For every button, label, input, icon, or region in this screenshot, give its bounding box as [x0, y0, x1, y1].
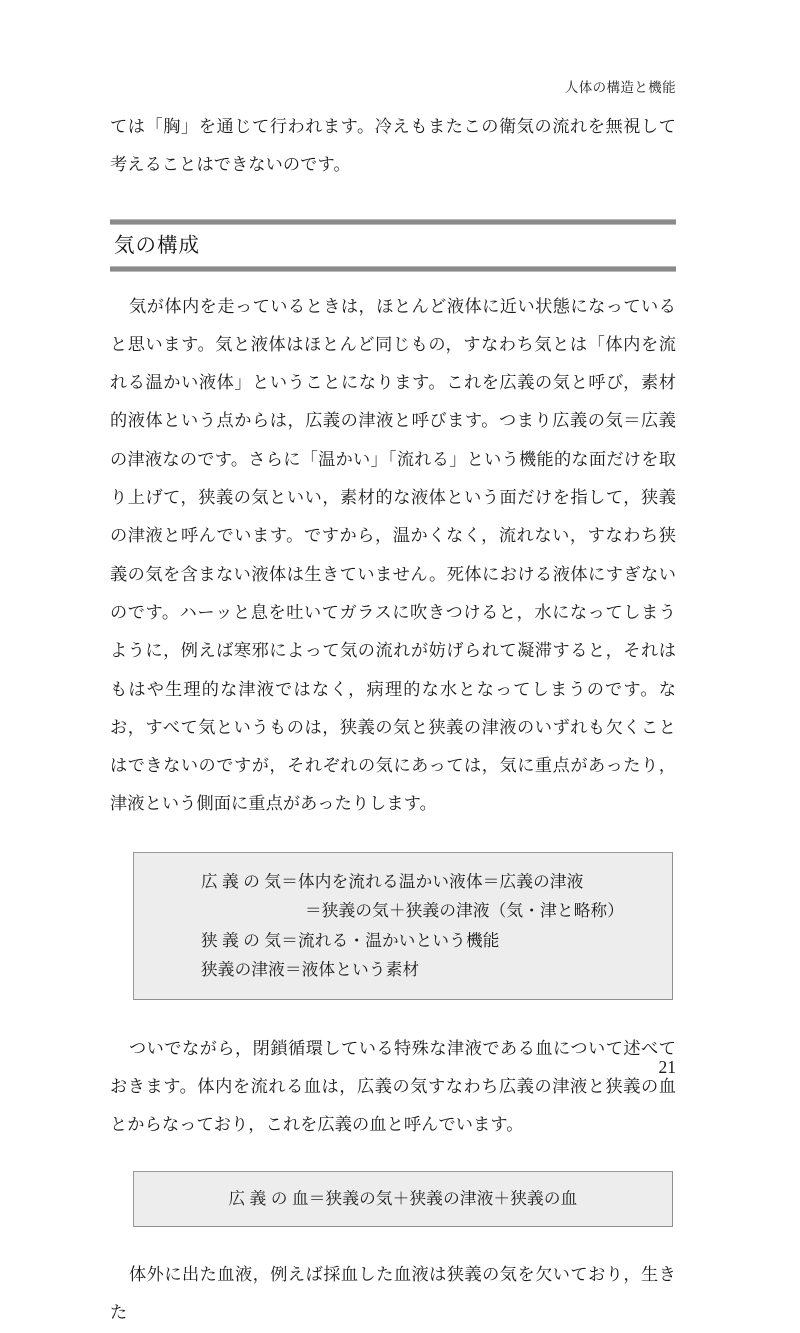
definition-box-1-line-4: 狭義の津液＝液体という素材 [201, 960, 420, 980]
definition-box-1-line-1: 広 義 の 気＝体内を流れる温かい液体＝広義の津液 [201, 871, 584, 891]
spacer-after-box-2 [110, 1227, 676, 1256]
spacer-after-box-1 [110, 1000, 676, 1030]
definition-box-1-line-3: 狭 義 の 気＝流れる・温かいという機能 [201, 930, 500, 950]
paragraph-blood: ついでながら，閉鎖循環している特殊な津液である血について述べておきます。体内を流れる血は，広義の気すなわち広義の津液と狭義の血とからなっており，これを広義の血と呼んでいます。 [110, 1038, 676, 1135]
spacer-after-heading [110, 272, 676, 288]
definition-box-1-line-2: ＝狭義の気＋狭義の津液（気・津と略称） [305, 901, 625, 921]
paragraph-last: 体外に出た血液，例えば採血した血液は狭義の気を欠いており，生きた [110, 1265, 676, 1323]
section-heading [110, 219, 676, 272]
text-column [110, 108, 676, 1333]
section-heading-label: 気の構成 [114, 234, 200, 257]
spacer-before-heading [110, 185, 676, 219]
definition-box-2 [133, 1171, 673, 1228]
definition-box-1 [133, 852, 673, 1000]
definition-box-2-line-1: 広 義 の 血＝狭義の気＋狭義の津液＋狭義の血 [228, 1188, 578, 1208]
paragraph-main: 気が体内を走っているときは，ほとんど液体に近い状態になっていると思います。気と液体はほとんど同じもの，すなわち気とは「体内を流れる温かい液体」ということになります。これを広義の気と呼び，素材的液体という点からは，広義の津液と呼びます。つまり広義の気＝広義の津液なのです。さらに「温かい」「流れる」という機能的な面だけを取り上げて，狭義の気といい，素材的な液体という面だけを指して，狭義の津液と呼んでいます。ですから，温かくなく，流れない，すなわち狭義の気を含まない液体は生きていません。死体における液体にすぎないのです。ハーッと息を吐いてガラスに吹きつけると，水になってしまうように，例えば寒邪によって気の流れが妨げられて凝滞すると，それはもはや生理的な津液ではなく，病理的な水となってしまうのです。なお，すべて気というものは，狭義の気と狭義の津液のいずれも欠くことはできないのですが，それぞれの気にあっては，気に重点があったり，津液という側面に重点があったりします。 [110, 296, 676, 814]
spacer-before-box-1 [110, 824, 676, 852]
page-number: 21 [658, 1057, 676, 1077]
running-head: 人体の構造と機能 [564, 80, 676, 95]
spacer-before-box-2 [110, 1145, 676, 1171]
paragraph-continued: ては「胸」を通じて行われます。冷えもまたこの衛気の流れを無視して考えることはできないのです。 [110, 117, 676, 175]
